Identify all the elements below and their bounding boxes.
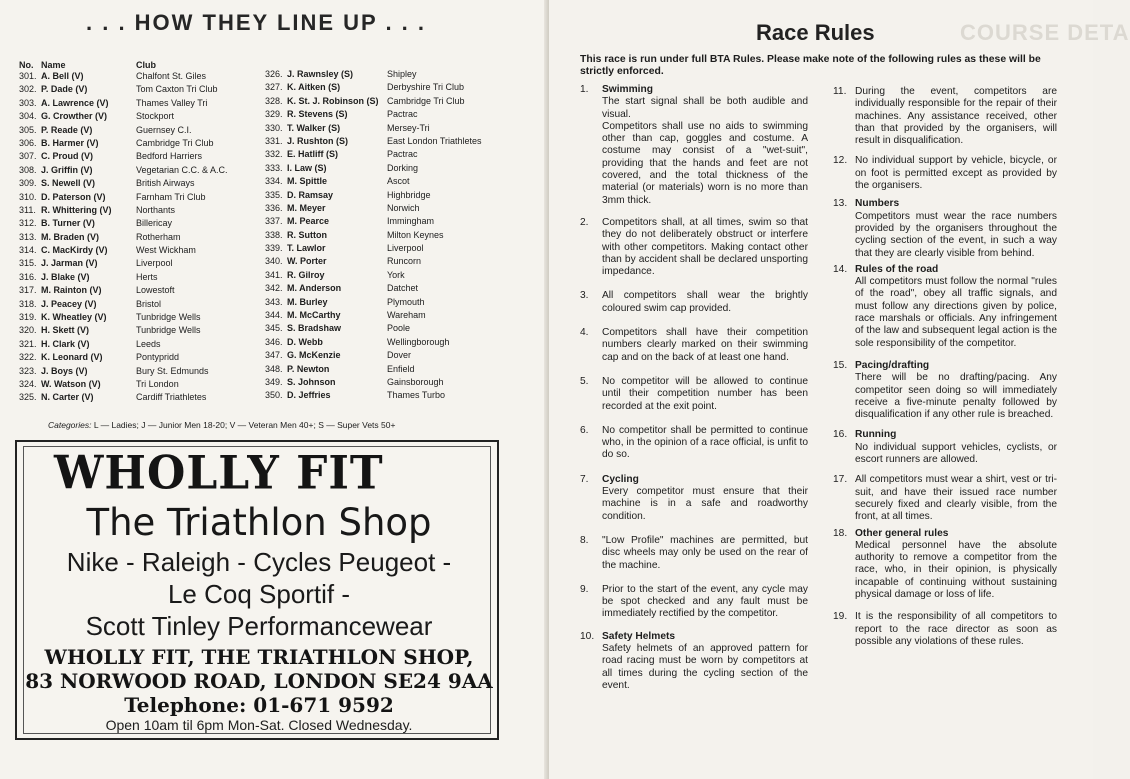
entry-row [265,95,512,108]
entry-number: 332. [265,149,283,160]
entry-name: P. Dade (V) [41,84,88,95]
entry-name: R. Sutton [287,229,327,240]
rule-item [833,611,1057,648]
entry-name: M. Spittle [287,176,327,187]
rule-text: Safety helmets of an approved pattern for road racing must be worn by competitors at all times during the cycling section of the event. [602,642,808,691]
rule-text: Prior to the start of the event, any cycle may be spot checked and any fault must be immediately rectified by the competitor. [602,583,808,620]
entry-name: W. Watson (V) [41,378,101,389]
show-through-heading: COURSE DETA [960,20,1130,45]
entry-number: 343. [265,296,283,307]
entry-number: 338. [265,229,283,240]
entry-row [265,349,512,362]
entry-number: 349. [265,376,283,387]
rule-number: 5. [580,375,589,387]
entry-club: Billericay [136,218,173,229]
entry-name: M. Braden (V) [41,231,100,242]
rules-intro: This race is run under full BTA Rules. Please make note of the following rules as these will be strictly enforced. [580,54,1041,78]
entry-name: J. Rawnsley (S) [287,69,354,79]
entry-club: Cambridge Tri Club [387,95,465,106]
entry-number: 344. [265,310,283,321]
entry-name: R. Whittering (V) [41,204,112,215]
entry-club: Plymouth [387,296,425,307]
entry-number: 320. [19,325,37,336]
rule-item [580,631,808,692]
entry-row [19,191,261,204]
entry-club: Tunbridge Wells [136,312,201,323]
entry-row [265,389,512,402]
entry-name: G. Crowther (V) [41,111,108,122]
ad-brands-line-2: Le Coq Sportif - [167,579,351,609]
entry-name: S. Newell (V) [41,178,96,189]
entry-club: British Airways [136,178,195,189]
entry-row [19,164,261,177]
entry-row [265,242,512,255]
entry-number: 346. [265,336,283,347]
entry-row [265,269,512,282]
entry-club: Stockport [136,111,175,122]
entry-row [265,215,512,228]
entry-club: Datchet [387,283,419,294]
entry-name: T. Walker (S) [287,122,341,133]
ad-address-line-2: 83 NORWOOD ROAD, LONDON SE24 9AA [25,669,493,693]
entry-row [265,135,512,148]
entry-name: R. Stevens (S) [287,109,348,120]
rule-text: Competitors must wear the race numbers provided by the organisers throughout the cycling section of the event, in such a way that they are clearly visible from behind. [855,210,1057,259]
entry-name: T. Lawlor [287,243,326,254]
entry-number: 318. [19,298,37,309]
entry-row [265,309,512,322]
entry-row [265,229,512,242]
entry-name: J. Blake (V) [41,271,90,282]
entry-name: K. Wheatley (V) [41,312,107,323]
rule-number: 11. [833,86,847,97]
entry-name: J. Griffin (V) [41,164,93,175]
entry-club: Dorking [387,162,419,173]
entry-club: Thames Valley Tri [136,97,208,108]
entry-number: 307. [19,151,37,162]
entry-club: Herts [136,271,158,282]
entry-row [19,177,261,190]
entry-club: Norwich [387,202,420,213]
entry-club: Thames Turbo [387,390,446,401]
entry-name: P. Newton [287,363,330,374]
entry-number: 337. [265,216,283,227]
entry-number: 306. [19,137,37,148]
rule-text: No competitor shall be permitted to continue who, in the opinion of a race official, is unfit to do so. [602,424,808,461]
rule-item [580,535,808,572]
entry-name: M. Pearce [287,216,330,227]
entry-name: J. Rushton (S) [287,135,348,146]
rule-title: Other general rules [855,527,949,539]
entry-number: 326. [265,69,283,79]
column-header-club: Club [136,60,156,70]
entry-number: 330. [265,122,283,133]
entry-name: M. Anderson [287,283,342,294]
entry-row [19,257,261,270]
entry-name: C. Proud (V) [41,151,93,162]
rule-title: Cycling [602,473,639,485]
entry-name: S. Bradshaw [287,323,342,334]
entry-name: S. Johnson [287,376,336,387]
entry-club: Bedford Harriers [136,151,203,162]
entry-club: Cambridge Tri Club [136,137,214,148]
entry-number: 325. [19,392,37,403]
entry-club: Rotherham [136,231,181,242]
entry-club: Vegetarian C.C. & A.C. [136,164,228,175]
entry-number: 334. [265,176,283,187]
entry-name: D. Webb [287,336,323,347]
rules-column-left [580,84,808,692]
rule-item [833,264,1057,350]
entry-name: J. Peacey (V) [41,298,97,309]
rule-text: Medical personnel have the absolute authority to remove a competitor from the race, who, in their opinion, is physically incapable of continuing without sustaining physical damage or loss of life. [855,539,1057,600]
rule-item [833,474,1057,523]
entry-club: Tri London [136,378,179,389]
entry-row [19,97,261,110]
entry-number: 329. [265,109,283,120]
entry-row [19,365,261,378]
entry-row [19,298,261,311]
rule-item [833,86,1057,147]
entry-number: 323. [19,365,37,376]
entry-number: 310. [19,191,37,202]
rule-item [580,474,808,523]
ad-address-line-1: WHOLLY FIT, THE TRIATHLON SHOP, [44,645,474,669]
entry-club: Pontypridd [136,352,180,363]
entry-row [19,124,261,137]
entry-number: 313. [19,231,37,242]
entry-club: Bristol [136,298,162,309]
entry-number: 339. [265,243,283,254]
rule-title: Safety Helmets [602,630,676,642]
entry-number: 341. [265,269,283,280]
entry-name: A. Bell (V) [41,71,84,81]
rule-number: 17. [833,474,848,486]
ad-opening-hours: Open 10am til 6pm Mon-Sat. Closed Wednesday. [105,717,413,733]
rule-title: Pacing/drafting [855,359,930,371]
rule-item [833,429,1057,466]
entry-name: B. Harmer (V) [41,137,99,148]
entry-club: Liverpool [387,243,424,254]
entry-club: Derbyshire Tri Club [387,82,465,93]
entry-number: 340. [265,256,283,267]
entry-row [19,351,261,364]
rule-number: 3. [580,290,589,302]
entry-name: M. McCarthy [287,310,341,321]
rule-number: 4. [580,327,589,339]
entry-club: Highbridge [387,189,431,200]
advertisement [15,440,499,740]
entry-name: G. McKenzie [287,350,341,361]
entry-row [19,378,261,391]
entry-row [265,282,512,295]
rule-number: 6. [580,424,589,436]
entry-name: H. Clark (V) [41,338,90,349]
entry-club: Shipley [387,69,417,79]
entry-number: 348. [265,363,283,374]
rule-item [580,327,808,364]
entry-club: Guernsey C.I. [136,124,192,135]
entry-row [265,296,512,309]
entry-club: Poole [387,323,411,334]
entry-number: 333. [265,162,283,173]
rule-number: 19. [833,611,848,623]
entry-name: N. Carter (V) [41,392,94,403]
entry-name: D. Ramsay [287,189,334,200]
entry-row [265,363,512,376]
entry-name: D. Paterson (V) [41,191,106,202]
rule-item [580,84,808,207]
entry-row [19,150,261,163]
entry-row [265,81,512,94]
rule-number: 10. [580,630,595,642]
rule-number: 8. [580,534,589,546]
rule-item [833,360,1057,421]
entry-club: Tunbridge Wells [136,325,201,336]
entry-name: A. Lawrence (V) [41,97,109,108]
entry-name: J. Jarman (V) [41,258,98,269]
entry-row [265,202,512,215]
entry-club: Immingham [387,216,435,227]
rule-text: All competitors shall wear the brightly coloured swim cap provided. [602,290,808,314]
entry-row [19,284,261,297]
entry-name: M. Meyer [287,202,326,213]
entry-number: 309. [19,178,37,189]
entry-name: W. Porter [287,256,327,267]
entry-row [19,391,261,404]
rule-number: 13. [833,198,848,210]
entry-club: Pactrac [387,149,418,160]
rule-text: All competitors must wear a shirt, vest or tri-suit, and have their issued race number securely fixed and clearly visible, from the front, at all times. [855,474,1057,523]
entry-club: Cardiff Triathletes [136,392,207,403]
entry-club: West Wickham [136,245,196,256]
entry-name: P. Reade (V) [41,124,93,135]
entry-number: 311. [19,204,36,215]
rule-text-continued: Competitors shall use no aids to swimming other than cap, goggles and costume. A costume may consist of a "wet-suit", providing that the hands and feet are not covered, and the total thickness of the material (or materials) worn is no more than 3mm thick. [602,120,808,206]
entry-number: 316. [19,271,37,282]
rule-item [580,425,808,462]
entry-club: Wareham [387,310,426,321]
entry-row [265,148,512,161]
entry-name: C. MacKirdy (V) [41,245,108,256]
entry-number: 304. [19,111,37,122]
rule-item [833,198,1057,259]
entry-club: Lowestoft [136,285,175,296]
entry-club: Tom Caxton Tri Club [136,84,218,95]
categories-label: Categories: [48,420,92,430]
rule-number: 7. [580,473,589,485]
entry-row [19,217,261,230]
lineup-heading: . . . HOW THEY LINE UP . . . [86,10,427,35]
rule-text: Competitors shall, at all times, swim so that they do not deliberately obstruct or interfere with other competitors. Making contact other than by accident shall be declared unsporting impedance. [602,216,808,278]
entry-name: H. Skett (V) [41,325,90,336]
entry-name: I. Law (S) [287,162,327,173]
rule-item [833,155,1057,192]
entry-name: K. Aitken (S) [287,82,341,93]
entry-row [265,108,512,121]
entry-row [265,175,512,188]
entry-number: 328. [265,95,283,106]
entry-row [19,324,261,337]
entry-number: 317. [19,285,37,296]
rule-text: It is the responsibility of all competitors to report to the race director as soon as possible any violations of these rules. [855,611,1057,647]
rule-number: 15. [833,359,848,371]
entry-number: 302. [19,84,37,95]
entry-club: Milton Keynes [387,229,444,240]
entry-number: 350. [265,390,283,401]
entry-club: Leeds [136,338,161,349]
entry-row [19,244,261,257]
rule-text: The start signal shall be both audible and visual. [602,96,808,120]
left-page [0,0,548,779]
rule-item [833,528,1057,602]
entry-name: K. Leonard (V) [41,352,103,363]
entry-number: 314. [19,245,37,256]
entry-club: Dover [387,350,412,361]
rule-title: Running [855,429,897,441]
entry-row [19,231,261,244]
entry-number: 301. [19,71,37,81]
entry-row [265,322,512,335]
ad-brand: WHOLLY FIT [54,446,384,501]
entry-row [19,271,261,284]
categories-text: L — Ladies; J — Junior Men 18-20; V — Veteran Men 40+; S — Super Vets 50+ [93,420,396,430]
entry-name: M. Burley [287,296,328,307]
rules-column-right [833,86,1057,648]
entry-number: 319. [19,312,37,323]
column-header-no: No. [19,60,34,70]
entry-row [19,83,261,96]
rule-number: 9. [580,583,589,595]
entry-number: 342. [265,283,283,294]
entry-row [265,336,512,349]
entry-name: B. Turner (V) [41,218,95,229]
rule-number: 2. [580,216,589,228]
entry-name: M. Rainton (V) [41,285,102,296]
rule-item [580,376,808,413]
rule-text: Competitors shall have their competition numbers clearly marked on their swimming cap and on the back of at least one hand. [602,327,808,363]
entry-number: 303. [19,97,37,108]
rule-item [580,217,808,278]
categories-legend [48,420,395,430]
entry-club: York [387,269,405,280]
entry-club: Enfield [387,363,415,374]
entry-row [19,137,261,150]
rule-title: Numbers [855,198,900,210]
entry-number: 315. [19,258,37,269]
entry-name: J. Boys (V) [41,365,88,376]
entry-club: Gainsborough [387,376,444,387]
entry-number: 322. [19,352,37,363]
ad-shop-name: The Triathlon Shop [86,501,432,544]
ad-brands-line-3: Scott Tinley Performancewear [85,611,433,641]
rule-number: 18. [833,527,848,539]
rule-text: No individual support by vehicle, bicycle, or on foot is permitted except as provided by the organisers. [855,155,1057,192]
advertisement-border [23,446,491,734]
entry-row [265,68,512,81]
rule-text: "Low Profile" machines are permitted, but disc wheels may only be used on the rear of the machine. [602,534,808,571]
rule-item [580,584,808,621]
entry-number: 327. [265,82,283,93]
rule-number: 12. [833,155,848,167]
ad-brands-line-1: Nike - Raleigh - Cycles Peugeot - [66,547,452,577]
entry-row [265,189,512,202]
entry-number: 321. [19,338,37,349]
entry-name: R. Gilroy [287,269,325,280]
entry-number: 335. [265,189,283,200]
entry-row [19,338,261,351]
entry-number: 347. [265,350,283,361]
entry-number: 336. [265,202,283,213]
rule-number: 16. [833,429,848,441]
rule-number: 14. [833,263,848,275]
entry-club: Pactrac [387,109,418,120]
entry-club: Chalfont St. Giles [136,71,207,81]
entry-row [19,204,261,217]
rule-text: During the event, competitors are individually responsible for the repair of their machines. Any assistance received, other than that provided by the organisers, will result in disqualification. [855,86,1057,147]
entry-name: K. St. J. Robinson (S) [287,95,379,106]
entry-row [265,255,512,268]
entry-club: Northants [136,204,176,215]
rule-text: No individual support vehicles, cyclists, or escort runners are allowed. [855,441,1057,466]
ad-telephone: Telephone: 01-671 9592 [124,693,394,717]
rule-number: 1. [580,84,589,95]
entry-club: Runcorn [387,256,422,267]
entry-club: Mersey-Tri [387,122,430,133]
entry-number: 345. [265,323,283,334]
rule-text: Every competitor must ensure that their machine is in a safe and roadworthy condition. [602,486,808,522]
rule-title: Rules of the road [855,263,939,275]
entry-row [19,311,261,324]
rule-text: There will be no drafting/pacing. Any competitor seen doing so will immediately receive a five-minute penalty followed by disqualification if any other rule is breached. [855,372,1057,421]
entry-number: 305. [19,124,37,135]
entry-row [265,376,512,389]
entry-club: Wellingborough [387,336,450,347]
entry-row [19,110,261,123]
rule-title: Swimming [602,84,653,95]
entry-club: Liverpool [136,258,173,269]
entry-club: Farnham Tri Club [136,191,206,202]
entry-row [19,70,261,83]
entry-row [265,162,512,175]
rule-item [580,290,808,315]
entry-club: East London Triathletes [387,135,482,146]
entry-number: 324. [19,378,37,389]
entry-club: Ascot [387,176,410,187]
race-rules-heading: Race Rules [756,20,875,45]
entry-number: 308. [19,164,37,175]
entry-number: 312. [19,218,37,229]
column-header-name: Name [41,60,66,70]
entry-number: 331. [265,135,283,146]
entry-name: E. Hatliff (S) [287,149,338,160]
entry-club: Bury St. Edmunds [136,365,209,376]
rule-text: No competitor will be allowed to continue until their competition number has been recorded at the exit point. [602,375,808,412]
entry-row [265,122,512,135]
entry-name: D. Jeffries [287,390,331,401]
rule-text: All competitors must follow the normal "rules of the road", obey all traffic signals, and must follow any directions given by police, race marshals or officials. Any infringement of the law and subsequent legal action is the sole responsibility of the competitor. [855,276,1057,349]
entry-list-second [265,68,512,403]
entry-list-first [19,70,261,405]
